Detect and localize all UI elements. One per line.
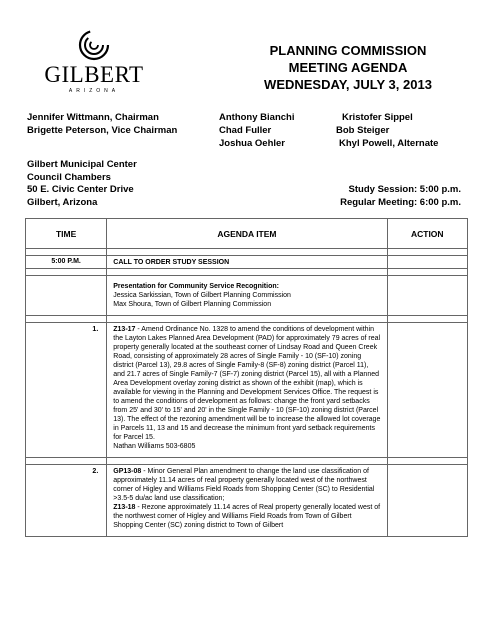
table-row [26,465,468,537]
address-line: 50 E. Civic Center Drive [27,184,134,195]
address-line: Council Chambers [27,171,111,183]
header-action: ACTION [387,219,467,249]
members-column-2 [219,111,294,150]
meeting-address [27,159,137,209]
staff-contact: Nathan Williams 503-6805 [113,443,196,450]
logo-subtitle: ARIZONA [68,88,120,94]
members-column-1 [27,111,177,137]
header-time: TIME [26,219,107,249]
agenda-item-gp13-08 [107,465,386,536]
agenda-table [25,218,468,537]
table-row [26,323,468,458]
member-name: Khyl Powell, Alternate [339,138,439,149]
logo-wordmark: GILBERT [44,62,144,87]
member-name: Brigette Peterson, Vice Chairman [27,125,178,136]
member-name: Jennifer Wittmann, Chairman [27,112,159,123]
regular-meeting-time: Regular Meeting: 6:00 p.m. [340,196,461,208]
table-header-row [26,219,468,249]
call-to-order: CALL TO ORDER STUDY SESSION [113,259,230,266]
item-description: - Amend Ordinance No. 1328 to amend the conditions of development within the Layton Lakes Planned Area Development (PAD) for approximately 79 acres of real property generally located at the southeast corner of Lindsay Road and Queen Creek Road, consisting of approximately 28 acres of Single Family - 10 (SF-10) zoning district (Parcel 13), 29.8 acres of Single Family-8 (SF-8) zoning district (Parcel 11), and 21.7 acres of Single Family-7 (SF-7) zoning district (Parcel 15), all with a Planned Area Development overlay zoning district as shown of the exhibit (map), which is available for viewing in the Planning and Development Services Office. The request is to amend the conditions of development as follows: change the front yard setbacks from 25' and 30' to 15' and 20' in the Single Family - 10 (SF-10) zoning district (Parcel 13). The effect of the rezoning amendment will be to increase the allowed lot coverage in Parcels 11, 13 and 15 and decrease the minimum front yard setback requirements for Parcel 15. [113,326,381,441]
gilbert-swirl-icon [77,28,111,62]
title-line-2: MEETING AGENDA [288,60,408,75]
table-row [26,276,468,316]
session-times [340,184,461,209]
agenda-item-z13-17 [107,323,386,457]
header-agenda-item: AGENDA ITEM [107,219,387,249]
case-number: GP13-08 [113,468,142,475]
presentation-line: Jessica Sarkissian, Town of Gilbert Planning Commission [113,292,291,299]
address-line: Gilbert Municipal Center [27,159,137,170]
address-line: Gilbert, Arizona [27,196,98,208]
gilbert-logo [44,28,144,94]
case-number: Z13-17 [113,326,136,333]
presentation-line: Max Shoura, Town of Gilbert Planning Commission [113,301,272,308]
title-line-3: WEDNESDAY, JULY 3, 2013 [264,77,432,92]
member-name: Joshua Oehler [219,138,285,149]
item-description: - Rezone approximately 11.14 acres of Real property generally located west of the northwest corner of Higley and Williams Field Roads from Town of Gilbert Shopping Center (SC) zoning district to Town of Gilbert [113,504,381,529]
item-description: - Minor General Plan amendment to change the land use classification of approximately 11.14 acres of real property generally located west of the northwest corner of Higley and Williams Field Roads from Shopping Center (SC) to Residential >3.5-5 du/ac land use classification; [113,468,375,502]
item-number: 1. [92,326,99,333]
case-number: Z13-18 [113,504,136,511]
presentation-title: Presentation for Community Service Recognition: [113,283,279,290]
spacer-row [26,249,468,256]
row-time: 5:00 P.M. [51,258,81,265]
spacer-row [26,458,468,465]
title-line-1: PLANNING COMMISSION [269,43,427,58]
member-name: Bob Steiger [336,125,390,136]
spacer-row [26,269,468,276]
spacer-row [26,316,468,323]
agenda-title [198,42,495,93]
member-name: Chad Fuller [219,125,272,136]
members-column-3 [336,111,439,150]
table-row [26,256,468,269]
item-number: 2. [92,468,99,475]
member-name: Kristofer Sippel [342,112,413,123]
member-name: Anthony Bianchi [219,112,295,123]
study-session-time: Study Session: 5:00 p.m. [348,184,461,195]
presentation-item [107,276,386,315]
